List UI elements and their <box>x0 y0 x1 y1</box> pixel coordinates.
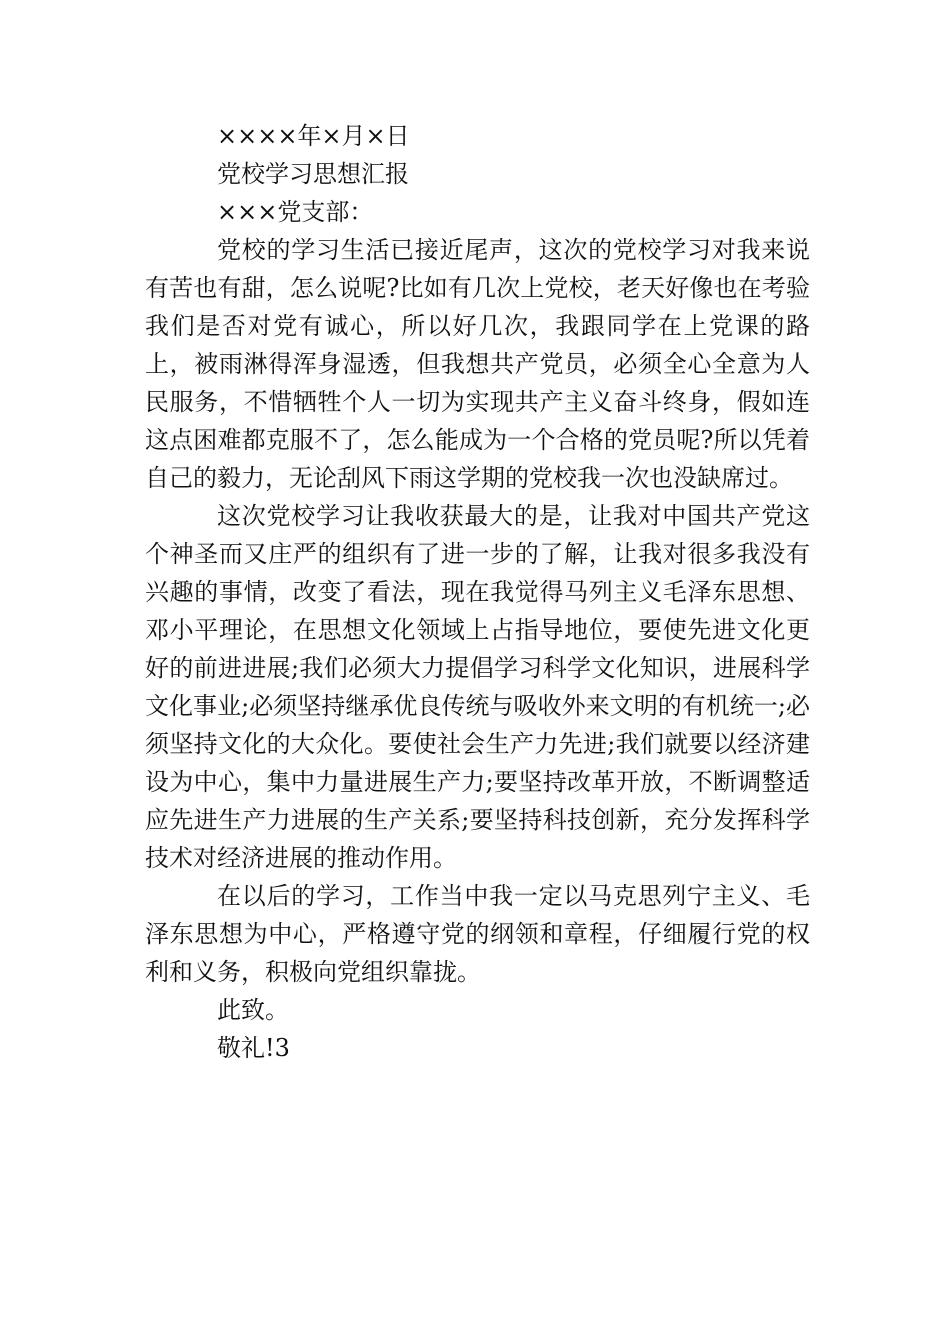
closing-line: 此致。 <box>217 996 289 1024</box>
salute-line: 敬礼!3 <box>217 1034 290 1062</box>
paragraph-1: 党校的学习生活已接近尾声，这次的党校学习对我来说有苦也有甜，怎么说呢?比如有几次上党校，老天好像也在考验我们是否对党有诚心，所以好几次，我跟同学在上党课的路上，被雨淋得浑身湿透，但我想共产党员，必须全心全意为人民服务，不惜牺牲个人一切为实现共产主义奋斗终身，假如连这点困难都克服不了，怎么能成为一个合格的党员呢?所以凭着自己的毅力，无论刮风下雨这学期的党校我一次也没缺席过。 <box>145 236 810 492</box>
paragraph-3: 在以后的学习，工作当中我一定以马克思列宁主义、毛泽东思想为中心，严格遵守党的纲领和章程，仔细履行党的权利和义务，积极向党组织靠拢。 <box>145 882 810 986</box>
date-line: ××××年×月×日 <box>217 122 410 150</box>
paragraph-2: 这次党校学习让我收获最大的是，让我对中国共产党这个神圣而又庄严的组织有了进一步的了解，让我对很多我没有兴趣的事情，改变了看法，现在我觉得马列主义毛泽东思想、邓小平理论，在思想文化领域上占指导地位，要使先进文化更好的前进进展;我们必须大力提倡学习科学文化知识，进展科学文化事业;必须坚持继承优良传统与吸收外来文明的有机统一;必须坚持文化的大众化。要使社会生产力先进;我们就要以经济建设为中心，集中力量进展生产力;要坚持改革开放，不断调整适应先进生产力进展的生产关系;要坚持科技创新，充分发挥科学技术对经济进展的推动作用。 <box>145 502 810 872</box>
document-body <box>145 117 810 1067</box>
salutation: ×××党支部： <box>217 198 374 226</box>
document-title: 党校学习思想汇报 <box>217 160 409 188</box>
